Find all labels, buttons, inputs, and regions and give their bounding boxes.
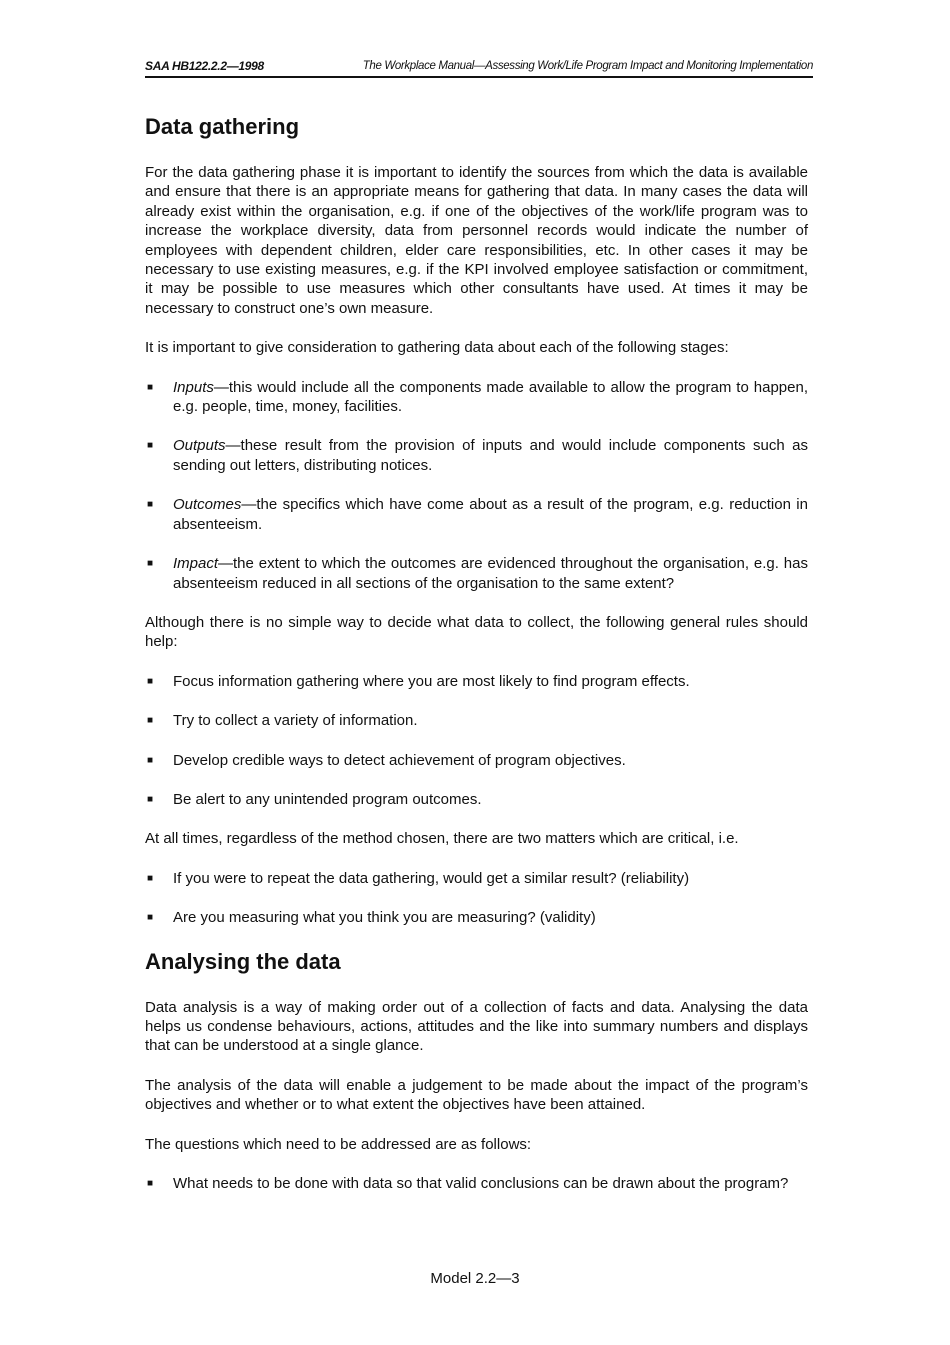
stage-text: —this would include all the components made available to allow the program to happen, e.g. people, time, money, facilities. [173, 378, 808, 416]
stage-text: —these result from the provision of inputs and would include components such as sending out letters, distributing notices. [173, 437, 808, 474]
bullet-icon: ■ [147, 440, 154, 452]
list-item [145, 1174, 808, 1193]
list-item [145, 495, 808, 534]
paragraph: Although there is no simple way to decide what data to collect, the following general rules should help: [145, 613, 808, 651]
list-item [145, 711, 808, 730]
list-item [145, 869, 808, 888]
list-item-text: Develop credible ways to detect achievement of program objectives. [173, 751, 626, 769]
list-item [145, 790, 808, 809]
stage-text: —the specifics which have come about as a result of the program, e.g. reduction in absenteeism. [173, 496, 808, 533]
bullet-icon: ■ [147, 558, 154, 570]
list-item-text: If you were to repeat the data gathering, would get a similar result? (reliability) [173, 869, 690, 887]
paragraph: For the data gathering phase it is important to identify the sources from which the data is available and ensure that there is an appropriate means for gathering that data. In many cases the data will already exist within the organisation, e.g. if one of the objectives of the work/life program was to increase the workplace diversity, data from personnel records would indicate the number of employees with dependent children, elder care responsibilities, etc. In other cases it may be necessary to use existing measures, e.g. if the KPI involved employee satisfaction or commitment, it may be possible to use measures which other consultants have used. At times it may be necessary to construct one’s own measure. [145, 164, 808, 317]
stage-text: —the extent to which the outcomes are evidenced throughout the organisation, e.g. has absenteeism reduced in all sections of the organisation to the same extent? [173, 555, 808, 592]
list-item-text: What needs to be done with data so that valid conclusions can be drawn about the program? [173, 1175, 789, 1192]
list-item [145, 908, 808, 927]
list-item-text: Try to collect a variety of information. [173, 712, 418, 730]
paragraph: Data analysis is a way of making order out of a collection of facts and data. Analysing the data helps us condense behaviours, actions, attitudes and the like into summary numbers and displays that can be understood at a single glance. [145, 998, 808, 1055]
paragraph: At all times, regardless of the method chosen, there are two matters which are critical, i.e. [145, 830, 739, 848]
list-item-text: Are you measuring what you think you are measuring? (validity) [173, 909, 596, 927]
page-footer: Model 2.2—3 [430, 1270, 520, 1287]
standard-number: SAA HB122.2.2—1998 [145, 59, 264, 73]
bullet-icon: ■ [147, 381, 154, 393]
list-item [145, 751, 808, 770]
list-item [145, 378, 808, 417]
list-item [145, 436, 808, 475]
running-header [145, 58, 813, 78]
page-content [145, 113, 808, 1213]
bullet-icon: ■ [147, 715, 154, 727]
paragraph: The analysis of the data will enable a judgement to be made about the impact of the program’s objectives and whether or to what extent the objectives have been attained. [145, 1076, 808, 1114]
paragraph: It is important to give consideration to gathering data about each of the following stages: [145, 339, 729, 357]
bullet-icon: ■ [147, 912, 154, 924]
section-heading-analysing-the-data: Analysing the data [145, 948, 341, 974]
stage-term: Outputs [173, 437, 226, 455]
list-item-text: Be alert to any unintended program outcomes. [173, 790, 482, 808]
stage-term: Inputs [173, 378, 214, 396]
section-heading-data-gathering: Data gathering [145, 114, 300, 139]
bullet-icon: ■ [147, 1178, 154, 1189]
list-item [145, 672, 808, 691]
bullet-icon: ■ [147, 754, 154, 766]
stage-term: Impact [173, 555, 219, 573]
paragraph: The questions which need to be addressed are as follows: [145, 1135, 532, 1153]
rules-list [145, 672, 808, 810]
stage-term: Outcomes [173, 496, 242, 514]
document-title: The Workplace Manual—Assessing Work/Life Program Impact and Monitoring Implementation [362, 60, 813, 72]
bullet-icon: ■ [147, 872, 154, 884]
questions-list [145, 1174, 808, 1193]
bullet-icon: ■ [147, 675, 154, 687]
stages-list [145, 378, 808, 593]
list-item [145, 554, 808, 593]
matters-list [145, 869, 808, 928]
list-item-text: Focus information gathering where you are most likely to find program effects. [173, 672, 690, 690]
bullet-icon: ■ [147, 793, 154, 805]
bullet-icon: ■ [147, 499, 154, 511]
